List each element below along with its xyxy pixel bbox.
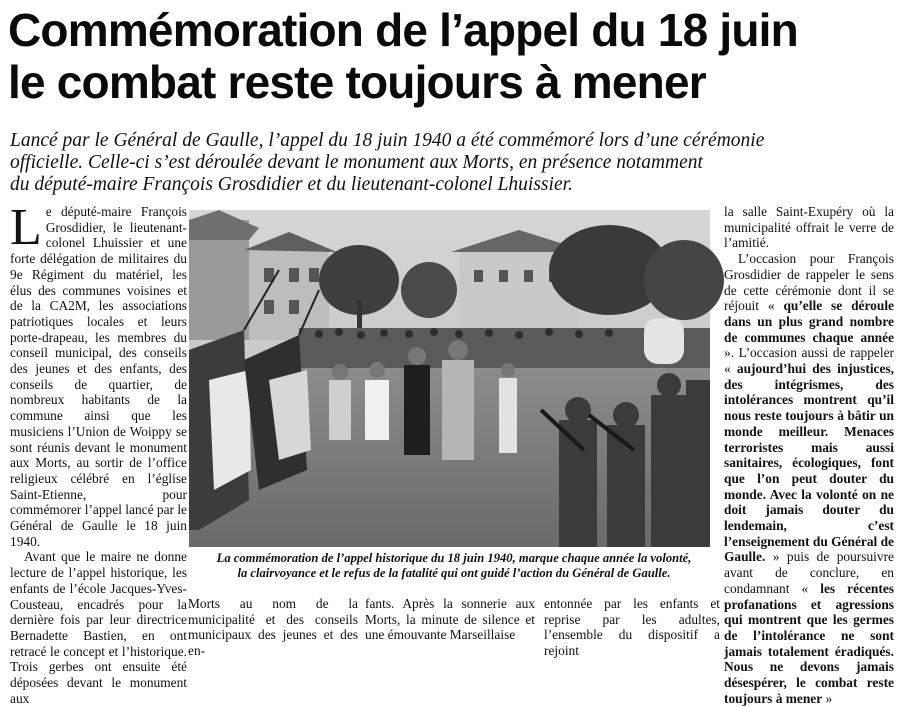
photo-caption-line-2: la clairvoyance et le refus de la fatalité qui ont guidé l’action du Général de Gaulle. bbox=[237, 566, 671, 580]
closing-paragraph: la salle Saint-Exupéry où la municipalité offrait le verre de l’amitié. bbox=[724, 204, 894, 251]
chapeau-line-2: officielle. Celle-ci s’est déroulée devant le monument aux Morts, en présence notamment bbox=[10, 152, 703, 173]
quote-end: » bbox=[822, 690, 833, 706]
paragraph-2: Avant que le maire ne donne lecture de l’appel historique, les enfants de l’école Jacques-Yves-Cousteau, encadrés pour la dernière fois par leur directrice Bernadette Bastien, en ont retracé le concept et l’historique. Trois gerbes ont ensuite été déposées devant le monument aux bbox=[10, 549, 187, 706]
quote-2: aujourd’hui des injustices, des intégrismes, des intolérances montrent qu’il nous reste toujours à bâtir un monde meilleur. Menaces terroristes mais aussi sanitaires, écologiques, font que l’on peut douter du monde. Avec la volonté on ne doit jamais douter du lendemain, c’est l’enseignement du Général de Gaulle. bbox=[724, 361, 894, 565]
paragraph-1 bbox=[10, 199, 187, 549]
headline-line-2: le combat reste toujours à mener bbox=[8, 56, 706, 108]
quote-3: les récentes profanations et agressions qui montrent que les germes de l’intolérance ne sont jamais totalement éradiqués. Nous ne devons jamais désespérer, le combat reste toujours à mener bbox=[724, 580, 894, 706]
photo-caption bbox=[189, 551, 719, 581]
column-4-text: entonnée par les enfants et reprise par les adultes, l’ensemble du dispositif a rejoint bbox=[544, 596, 720, 659]
headline-line-1: Commémoration de l’appel du 18 juin bbox=[8, 4, 798, 56]
chapeau-line-3: du député-maire François Grosdidier et du lieutenant-colonel Lhuissier. bbox=[10, 174, 573, 195]
chapeau-line-1: Lancé par le Général de Gaulle, l’appel du 18 juin 1940 a été commémoré lors d’une cérémonie bbox=[10, 130, 765, 151]
quote-intro: L’occasion pour François Grosdidier de rappeler le sens de cette cérémonie dont il se réjouit « bbox=[724, 251, 894, 314]
column-3-text: fants. Après la sonnerie aux Morts, la minute de silence et une émouvante Marseillaise bbox=[365, 596, 535, 643]
article-column-1 bbox=[10, 199, 187, 707]
chapeau bbox=[10, 130, 895, 196]
quote-link-2: » puis de poursuivre avant de conclure, en condamnant « bbox=[724, 549, 894, 596]
article-column-2 bbox=[188, 596, 358, 659]
paragraph-1-text: e député-maire François Grosdidier, le lieutenant-colonel Lhuissier et une forte délégation de militaires du 9e Régiment du matériel, les élus des communes voisines et de la CA2M, les associations patriotiques locales et leurs porte-drapeau, les membres du conseil municipal, des conseils des jeunes et des enfants, des conseils de quartier, de nombreux habitants de la commune ainsi que les musiciens l’Union de Woippy se sont réunis devant le monument aux Morts, au sortir de l’office religieux célébré en l’église Saint-Etienne, pour commémorer l’appel lancé par le Général de Gaulle le 18 juin 1940. bbox=[10, 204, 187, 549]
column-2-text: Morts au nom de la municipalité et des conseils municipaux des jeunes et des en- bbox=[188, 596, 358, 659]
ceremony-photo bbox=[189, 210, 710, 547]
article-column-5 bbox=[724, 204, 894, 707]
headline bbox=[8, 4, 898, 108]
ceremony-photo-illustration bbox=[189, 210, 710, 547]
article-column-4 bbox=[544, 596, 720, 659]
article-column-3 bbox=[365, 596, 535, 646]
drop-cap: L bbox=[10, 199, 42, 256]
quote-1: qu’elle se déroule dans un plus grand nombre de communes chaque année bbox=[724, 298, 894, 345]
photo-caption-line-1: La commémoration de l’appel historique du 18 juin 1940, marque chaque année la volonté, bbox=[216, 551, 692, 565]
quote-link-1: ». L’occasion aussi de rappeler « bbox=[724, 345, 894, 377]
quote-paragraph bbox=[724, 251, 894, 706]
